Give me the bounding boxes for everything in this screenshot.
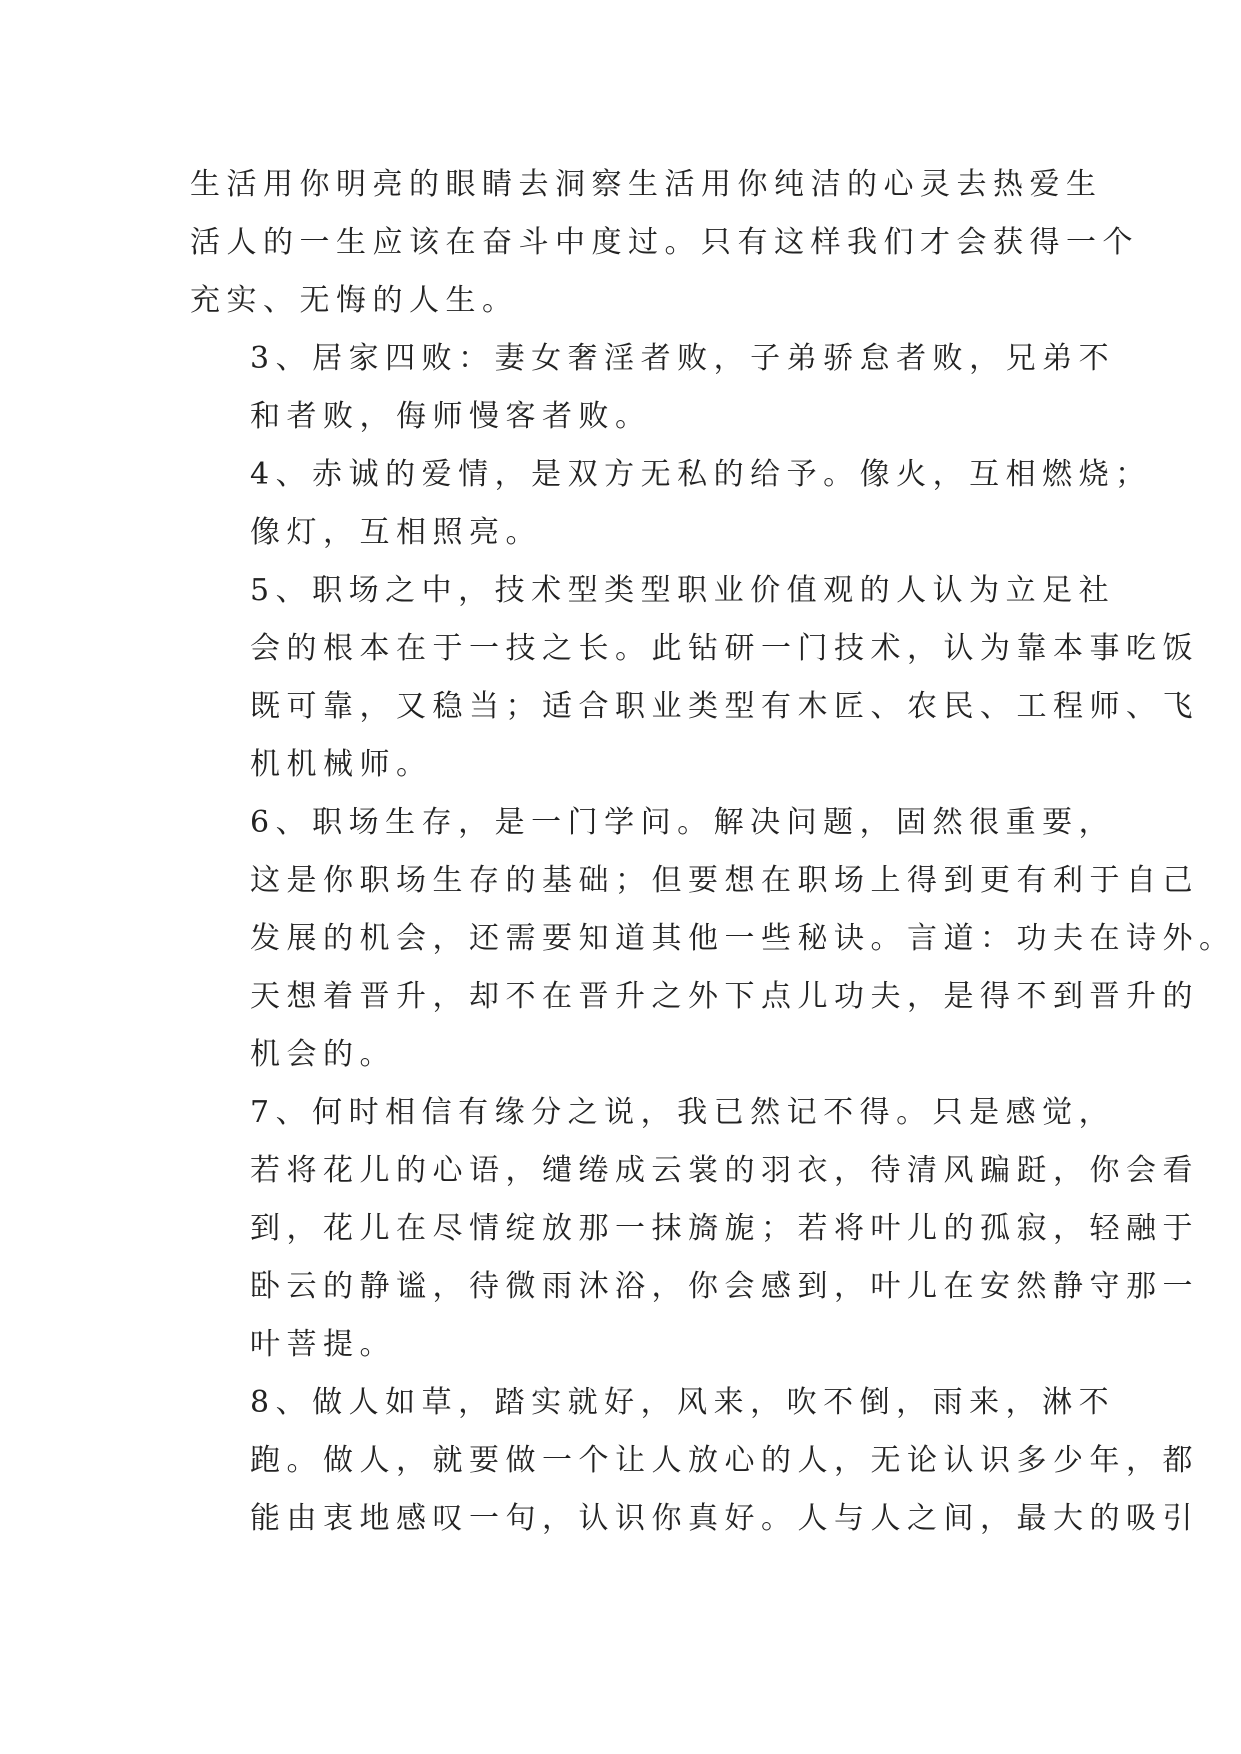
text-line: 天想着晋升，却不在晋升之外下点儿功夫，是得不到晋升的 [250, 979, 1199, 1014]
text-line: 叶菩提。 [250, 1327, 396, 1362]
text-line: 跑。做人，就要做一个让人放心的人，无论认识多少年，都 [250, 1443, 1199, 1478]
text-line: 会的根本在于一技之长。此钻研一门技术，认为靠本事吃饭 [250, 631, 1199, 666]
text-line: 4、赤诚的爱情，是双方无私的给予。像火，互相燃烧； [250, 457, 1152, 492]
paragraph-7 [190, 1084, 1199, 1374]
text-line: 机会的。 [250, 1037, 396, 1072]
text-line: 8、做人如草，踏实就好，风来，吹不倒，雨来，淋不 [250, 1385, 1116, 1420]
text-line: 活人的一生应该在奋斗中度过。只有这样我们才会获得一个 [190, 225, 1139, 260]
text-line: 和者败，侮师慢客者败。 [250, 399, 652, 434]
document-body [190, 156, 1236, 1548]
paragraph-6 [190, 794, 1236, 1084]
paragraph-5 [190, 562, 1199, 794]
text-line: 6、职场生存，是一门学问。解决问题，固然很重要， [250, 805, 1116, 840]
text-line: 机机械师。 [250, 747, 433, 782]
paragraph-4 [190, 446, 1152, 562]
text-line: 7、何时相信有缘分之说，我已然记不得。只是感觉， [250, 1095, 1116, 1130]
text-line: 充实、无悔的人生。 [190, 283, 519, 318]
text-line: 若将花儿的心语，缱绻成云裳的羽衣，待清风蹁跹，你会看 [250, 1153, 1199, 1188]
text-line: 到，花儿在尽情绽放那一抹旖旎；若将叶儿的孤寂，轻融于 [250, 1211, 1199, 1246]
text-line: 这是你职场生存的基础；但要想在职场上得到更有利于自己 [250, 863, 1199, 898]
text-line: 像灯，互相照亮。 [250, 515, 542, 550]
text-line: 5、职场之中，技术型类型职业价值观的人认为立足社 [250, 573, 1116, 608]
text-line: 既可靠，又稳当；适合职业类型有木匠、农民、工程师、飞 [250, 689, 1199, 724]
paragraph-3 [190, 330, 1116, 446]
text-line: 能由衷地感叹一句，认识你真好。人与人之间，最大的吸引 [250, 1501, 1199, 1536]
paragraph-8 [190, 1374, 1199, 1548]
text-line: 3、居家四败：妻女奢淫者败，子弟骄怠者败，兄弟不 [250, 341, 1116, 376]
text-line: 生活用你明亮的眼睛去洞察生活用你纯洁的心灵去热爱生 [190, 167, 1103, 202]
text-line: 发展的机会，还需要知道其他一些秘诀。言道：功夫在诗外。 [250, 921, 1236, 956]
text-line: 卧云的静谧，待微雨沐浴，你会感到，叶儿在安然静守那一 [250, 1269, 1199, 1304]
paragraph-continuation [190, 156, 1139, 330]
